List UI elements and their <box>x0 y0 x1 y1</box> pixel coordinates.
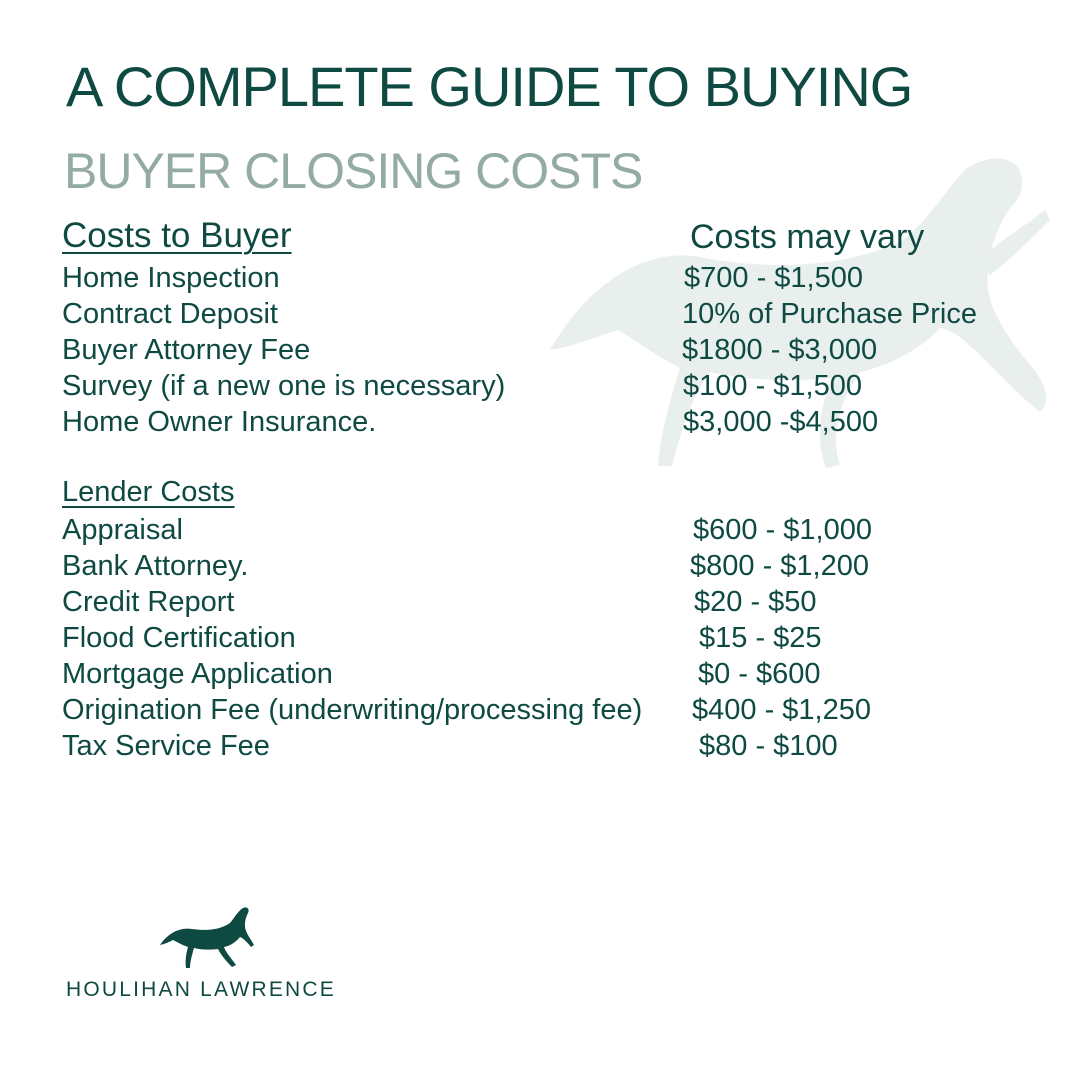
cost-label: Flood Certification <box>62 622 296 654</box>
cost-value: $1800 - $3,000 <box>682 334 878 366</box>
cost-value: $100 - $1,500 <box>683 370 862 402</box>
cost-label: Bank Attorney. <box>62 550 249 582</box>
cost-label: Contract Deposit <box>62 298 278 330</box>
cost-label: Home Owner Insurance. <box>62 406 377 438</box>
cost-label: Credit Report <box>62 586 235 618</box>
cost-value: $600 - $1,000 <box>693 514 872 546</box>
brand-name: HOULIHAN LAWRENCE <box>66 978 336 1001</box>
horse-icon <box>158 905 258 971</box>
cost-value: $800 - $1,200 <box>690 550 869 582</box>
cost-value: $20 - $50 <box>694 586 817 618</box>
cost-label: Mortgage Application <box>62 658 333 690</box>
buyer-costs-heading: Costs to Buyer <box>62 216 292 255</box>
cost-label: Home Inspection <box>62 262 280 294</box>
cost-label: Buyer Attorney Fee <box>62 334 311 366</box>
cost-label: Origination Fee (underwriting/processing fee) <box>62 694 643 726</box>
lender-costs-heading: Lender Costs <box>62 476 235 508</box>
cost-label: Survey (if a new one is necessary) <box>62 370 506 402</box>
cost-value: $700 - $1,500 <box>684 262 863 294</box>
cost-value: 10% of Purchase Price <box>682 298 977 330</box>
cost-value: $0 - $600 <box>698 658 821 690</box>
cost-value: $15 - $25 <box>699 622 822 654</box>
cost-value: $400 - $1,250 <box>692 694 871 726</box>
cost-label: Appraisal <box>62 514 183 546</box>
page-subtitle: BUYER CLOSING COSTS <box>64 143 643 199</box>
cost-value: $3,000 -$4,500 <box>683 406 879 438</box>
cost-label: Tax Service Fee <box>62 730 270 762</box>
costs-may-vary-note: Costs may vary <box>690 218 925 256</box>
cost-value: $80 - $100 <box>699 730 838 762</box>
page-title: A COMPLETE GUIDE TO BUYING <box>66 55 913 118</box>
brand-logo <box>66 905 366 1005</box>
